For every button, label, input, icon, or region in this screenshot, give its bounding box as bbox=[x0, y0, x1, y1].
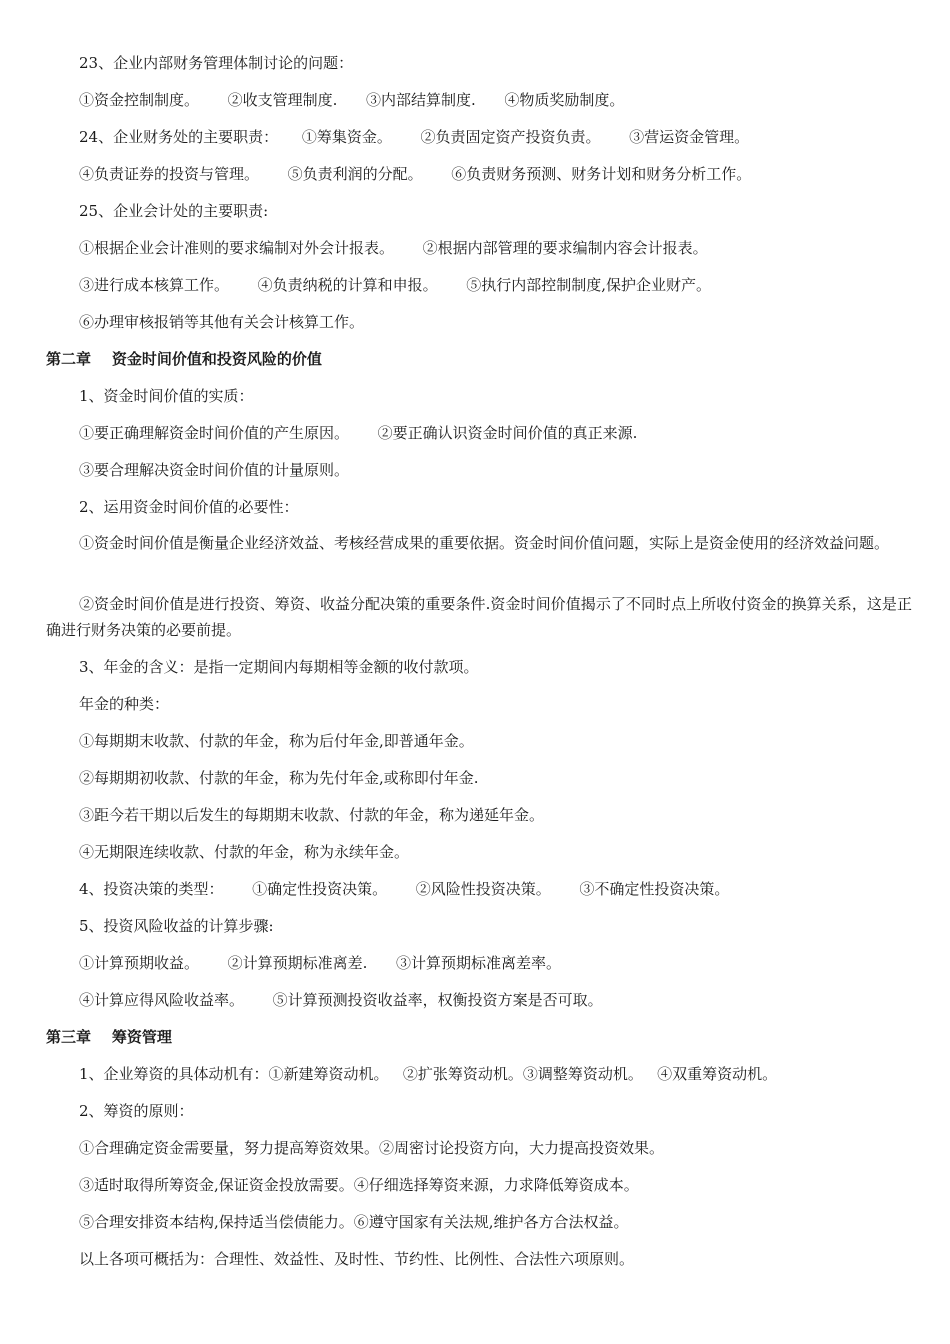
ch2-item2-paragraph1: ①资金时间价值是衡量企业经济效益、考核经营成果的重要依据。资金时间价值问题，实际上是资金使用的经济效益问题。 bbox=[79, 534, 890, 552]
ch2-item5-line2: ④计算应得风险收益率。 ⑤计算预测投资收益率，权衡投资方案是否可取。 bbox=[79, 991, 603, 1009]
ch3-principle-line1: ①合理确定资金需要量，努力提高筹资效果。②周密讨论投资方向，大力提高投资效果。 bbox=[79, 1139, 665, 1157]
chapter-3-title: 第三章 筹资管理 bbox=[46, 1028, 172, 1046]
chapter-2-title: 第二章 资金时间价值和投资风险的价值 bbox=[46, 350, 322, 368]
item-24-line1: 24、企业财务处的主要职责： ①筹集资金。 ②负责固定资产投资负责。 ③营运资金管理。 bbox=[79, 128, 750, 146]
item-23-options: ①资金控制制度。 ②收支管理制度. ③内部结算制度. ④物质奖励制度。 bbox=[79, 91, 625, 109]
ch2-item3-heading: 3、年金的含义：是指一定期间内每期相等金额的收付款项。 bbox=[79, 658, 479, 676]
item-25-line2: ③进行成本核算工作。 ④负责纳税的计算和申报。 ⑤执行内部控制制度,保护企业财产。 bbox=[79, 276, 711, 294]
ch2-item1-heading: 1、资金时间价值的实质： bbox=[79, 387, 254, 405]
item-25-line3: ⑥办理审核报销等其他有关会计核算工作。 bbox=[79, 313, 365, 331]
item-24-line2: ④负责证券的投资与管理。 ⑤负责利润的分配。 ⑥负责财务预测、财务计划和财务分析工作。 bbox=[79, 165, 752, 183]
ch2-item5-heading: 5、投资风险收益的计算步骤: bbox=[79, 917, 274, 935]
ch3-item2-heading: 2、筹资的原则： bbox=[79, 1102, 194, 1120]
ch2-item4: 4、投资决策的类型： ①确定性投资决策。 ②风险性投资决策。 ③不确定性投资决策。 bbox=[79, 880, 730, 898]
annuity-type-2: ②每期期初收款、付款的年金，称为先付年金,或称即付年金. bbox=[79, 769, 479, 787]
annuity-types-label: 年金的种类： bbox=[79, 695, 170, 713]
ch2-item1-line2: ③要合理解决资金时间价值的计量原则。 bbox=[79, 461, 350, 479]
ch3-principle-summary: 以上各项可概括为：合理性、效益性、及时性、节约性、比例性、合法性六项原则。 bbox=[79, 1250, 635, 1268]
ch2-item2-heading: 2、运用资金时间价值的必要性： bbox=[79, 498, 299, 516]
annuity-type-4: ④无期限连续收款、付款的年金，称为永续年金。 bbox=[79, 843, 410, 861]
item-25-line1: ①根据企业会计准则的要求编制对外会计报表。 ②根据内部管理的要求编制内容会计报表。 bbox=[79, 239, 708, 257]
ch2-item2-paragraph2: ②资金时间价值是进行投资、筹资、收益分配决策的重要条件.资金时间价值揭示了不同时点上所收付资金的换算关系，这是正确进行财务决策的必要前提。 bbox=[46, 595, 912, 639]
annuity-type-3: ③距今若干期以后发生的每期期末收款、付款的年金，称为递延年金。 bbox=[79, 806, 545, 824]
ch3-item1: 1、企业筹资的具体动机有：①新建筹资动机。 ②扩张筹资动机。③调整筹资动机。 ④双重筹资动机。 bbox=[79, 1065, 778, 1083]
ch3-principle-line3: ⑤合理安排资本结构,保持适当偿债能力。⑥遵守国家有关法规,维护各方合法权益。 bbox=[79, 1213, 629, 1231]
ch2-item1-line1: ①要正确理解资金时间价值的产生原因。 ②要正确认识资金时间价值的真正来源. bbox=[79, 424, 638, 442]
ch3-principle-line2: ③适时取得所筹资金,保证资金投放需要。④仔细选择筹资来源，力求降低筹资成本。 bbox=[79, 1176, 639, 1194]
item-25-heading: 25、企业会计处的主要职责: bbox=[79, 202, 269, 220]
ch2-item5-line1: ①计算预期收益。 ②计算预期标准离差. ③计算预期标准离差率。 bbox=[79, 954, 561, 972]
item-23-heading: 23、企业内部财务管理体制讨论的问题： bbox=[79, 54, 354, 72]
annuity-type-1: ①每期期末收款、付款的年金，称为后付年金,即普通年金。 bbox=[79, 732, 474, 750]
